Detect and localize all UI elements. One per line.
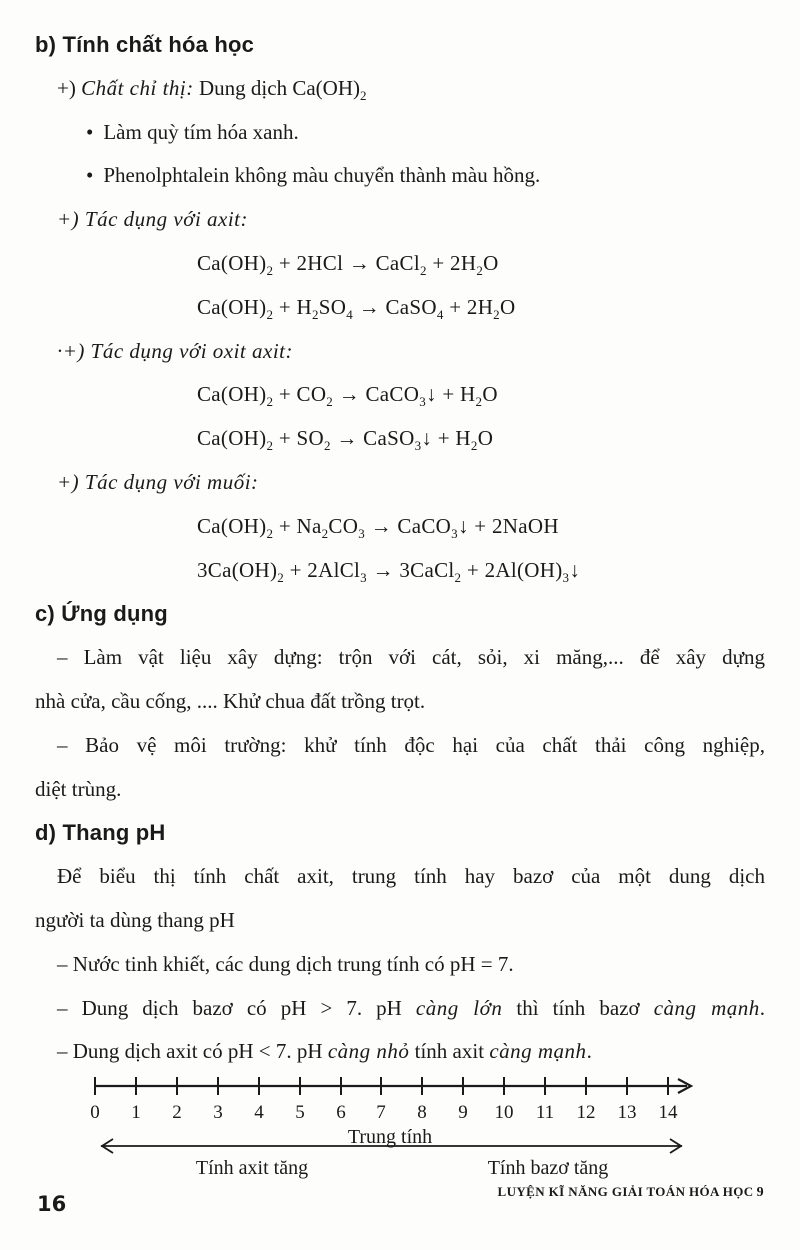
chemical-equation: $Ca(OH)_2 + Na_2CO_3$ → CaCO$_3$↓ + 2NaOH xyxy=(197,513,559,541)
bullet-text: Phenolphtalein không màu chuyển thành màu hồng. xyxy=(103,163,541,188)
section-b-heading: b) Tính chất hóa học xyxy=(35,32,255,57)
book-title xyxy=(498,1184,764,1201)
ph-rule-line: – Nước tinh khiết, các dung dịch trung tính có pH = 7. xyxy=(57,951,514,976)
application-line: diệt trùng. xyxy=(35,776,122,801)
ph-intro-line: người ta dùng thang pH xyxy=(35,907,235,932)
reaction-group-title: ·+) Tác dụng với oxit axit: xyxy=(57,338,293,363)
acid-direction-label: Tính axit tăng xyxy=(195,1157,309,1180)
ph-tick-label: 8 xyxy=(417,1102,427,1124)
chemical-equation: $Ca(OH)_2 + 2HCl$ → CaCl$_2$ + $2H_2O$ xyxy=(197,250,499,279)
ph-tick-label: 4 xyxy=(254,1102,264,1124)
ph-tick-label: 13 xyxy=(617,1102,637,1124)
page-number: 16 xyxy=(37,1192,67,1216)
bullet-icon: • xyxy=(86,163,94,188)
ph-scale-diagram xyxy=(35,1074,765,1182)
section-c-heading: c) Ứng dụng xyxy=(35,601,168,627)
chemical-equation: $Ca(OH)_2 + H_2SO_4$ → CaSO$_4$ + $2H_2O$ xyxy=(197,294,516,322)
chemical-equation: $3Ca(OH)_2$ + 2AlCl$_3$ → 3CaCl$_2$ + $2Al(OH)_3↓$ xyxy=(197,557,581,585)
ph-tick-label: 7 xyxy=(376,1102,386,1124)
ph-rule-line: – Dung dịch bazơ có pH > 7. pH càng lớn thì tính bazơ càng mạnh. xyxy=(57,995,765,1020)
book-title-text: LUYỆN KĨ NĂNG GIẢI TOÁN HÓA HỌC xyxy=(497,1184,754,1199)
ph-tick-label: 14 xyxy=(658,1102,678,1124)
application-line: – Bảo vệ môi trường: khử tính độc hại của chất thải công nghiệp, xyxy=(57,732,765,757)
ph-tick-label: 3 xyxy=(213,1102,223,1124)
ph-tick-label: 12 xyxy=(576,1102,596,1124)
bullet-text: Làm quỳ tím hóa xanh. xyxy=(103,119,299,144)
chemical-equation: $Ca(OH)_2 + SO_2$ → CaSO$_3$↓ + $H_2O$ xyxy=(197,426,494,454)
ph-tick-label: 11 xyxy=(535,1102,555,1124)
book-volume: 9 xyxy=(756,1185,764,1200)
ph-tick-label: 6 xyxy=(336,1102,346,1124)
ph-intro-line: Để biểu thị tính chất axit, trung tính hay bazơ của một dung dịch xyxy=(57,864,765,889)
ph-tick-label: 1 xyxy=(131,1102,141,1124)
base-direction-label: Tính bazơ tăng xyxy=(487,1157,609,1180)
ph-tick-label: 2 xyxy=(172,1102,182,1124)
ph-scale xyxy=(35,1074,765,1187)
ph-tick-label: 5 xyxy=(295,1102,305,1124)
ph-tick-label: 0 xyxy=(90,1102,100,1124)
chemical-equation: $Ca(OH)_2 + CO_2$ → CaCO$_3$↓ + $H_2O$ xyxy=(197,382,498,410)
ph-tick-labels xyxy=(90,1102,678,1123)
ph-axis xyxy=(95,1077,691,1095)
neutral-label: Trung tính xyxy=(347,1126,433,1149)
application-line: nhà cửa, cầu cống, .... Khử chua đất trồng trọt. xyxy=(35,688,426,713)
ph-rule-line: – Dung dịch axit có pH < 7. pH càng nhỏ tính axit càng mạnh. xyxy=(57,1039,592,1064)
application-line: – Làm vật liệu xây dựng: trộn với cát, sỏi, xi măng,... để xây dựng xyxy=(57,645,765,670)
reaction-group-title: +) Tác dụng với muối: xyxy=(57,469,259,494)
ph-tick-label: 9 xyxy=(458,1102,468,1124)
reaction-group-title: +) Tác dụng với axit: xyxy=(57,207,249,232)
bullet-icon: • xyxy=(86,119,94,144)
bullet-item xyxy=(35,154,765,198)
ph-tick-label: 10 xyxy=(494,1102,514,1124)
indicator-line: +) Chất chỉ thị: Dung dịch $Ca(OH)_2$ xyxy=(57,75,367,103)
section-d-heading: d) Thang pH xyxy=(35,820,166,846)
bullet-item xyxy=(35,111,765,155)
